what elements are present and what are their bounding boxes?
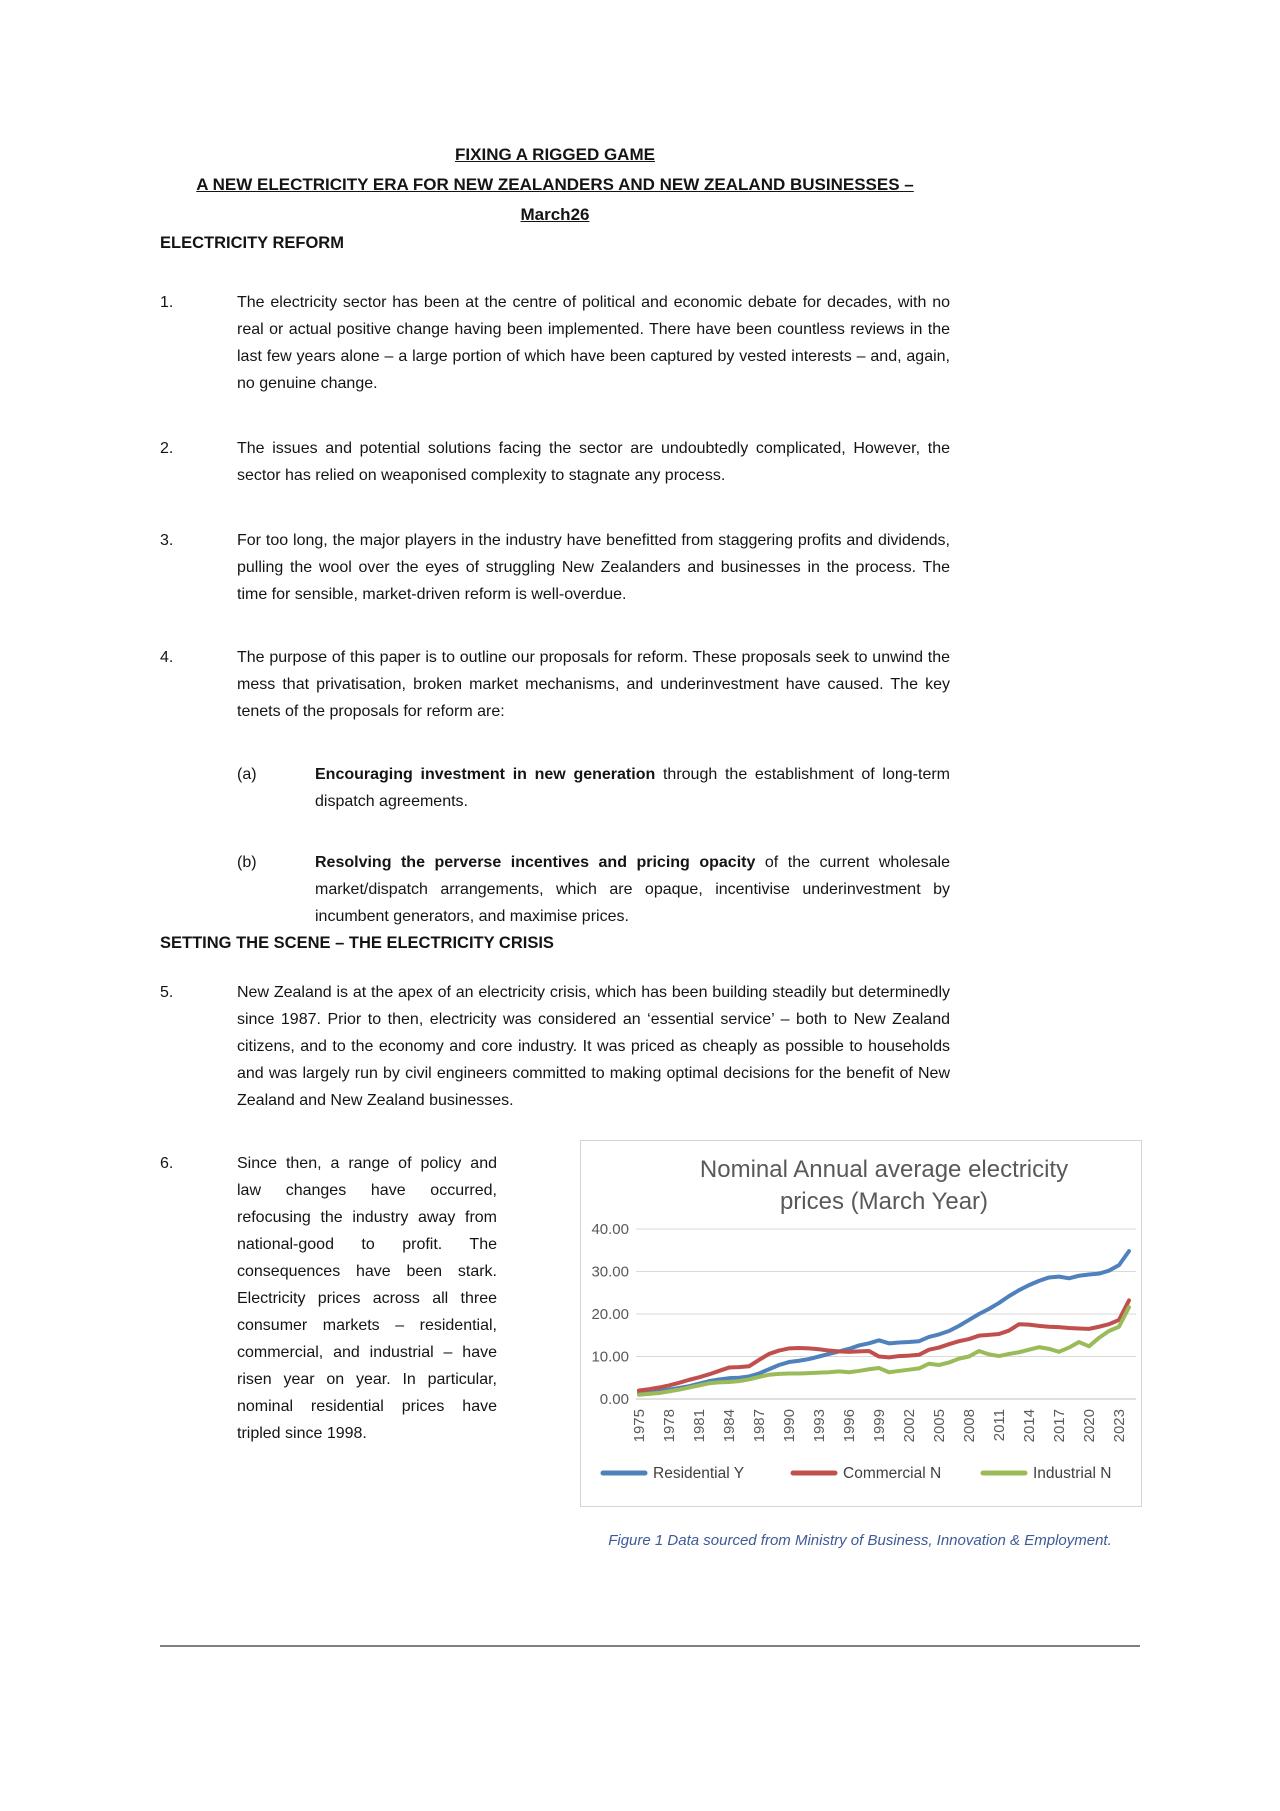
- svg-text:2020: 2020: [1081, 1409, 1098, 1443]
- figure1-caption: Figure 1 Data sourced from Ministry of Business, Innovation & Employment.: [608, 1532, 1112, 1549]
- svg-text:2023: 2023: [1111, 1409, 1128, 1443]
- paragraph-2: [160, 435, 950, 489]
- list-item-a: [237, 761, 950, 815]
- list-item-b: [237, 849, 950, 930]
- paragraph-3-text: For too long, the major players in the industry have benefitted from staggering profits and dividends, pulling the wool over the eyes of struggling New Zealanders and businesses in the process. The time for sensible, market-driven reform is well-overdue.: [237, 532, 950, 603]
- paragraph-6-number: 6.: [160, 1155, 174, 1172]
- svg-text:Industrial N: Industrial N: [1033, 1465, 1112, 1482]
- svg-text:2014: 2014: [1021, 1409, 1038, 1443]
- svg-text:30.00: 30.00: [591, 1263, 629, 1281]
- svg-text:Residential Y: Residential Y: [653, 1465, 745, 1482]
- paragraph-5-number: 5.: [160, 984, 174, 1001]
- section-heading-setting-the-scene: SETTING THE SCENE – THE ELECTRICITY CRISIS: [160, 934, 554, 952]
- svg-text:Nominal Annual average electri: Nominal Annual average electricity: [699, 1156, 1069, 1183]
- svg-text:1987: 1987: [751, 1409, 768, 1443]
- paragraph-2-number: 2.: [160, 440, 174, 457]
- svg-text:40.00: 40.00: [591, 1221, 629, 1238]
- document-title: FIXING A RIGGED GAME: [455, 145, 655, 164]
- document-subtitle: A NEW ELECTRICITY ERA FOR NEW ZEALANDERS AND NEW ZEALAND BUSINESSES – March26: [196, 175, 914, 224]
- svg-text:1993: 1993: [811, 1409, 828, 1443]
- svg-text:Commercial N: Commercial N: [843, 1465, 942, 1482]
- list-item-a-marker: (a): [237, 766, 257, 783]
- svg-text:1990: 1990: [781, 1409, 798, 1443]
- svg-text:2011: 2011: [991, 1409, 1008, 1442]
- svg-text:10.00: 10.00: [591, 1348, 629, 1366]
- list-item-b-marker: (b): [237, 854, 257, 871]
- svg-text:1996: 1996: [841, 1409, 858, 1443]
- paragraph-6-text: Since then, a range of policy and law changes have occurred, refocusing the industry away from national-good to profit. The consequences have been stark. Electricity prices across all three consumer markets – residential, commercial, and industrial – have risen year on year. In particular, nominal residential prices have tripled since 1998.: [237, 1155, 497, 1442]
- list-item-a-text: [315, 761, 950, 815]
- paragraph-4-number: 4.: [160, 649, 174, 666]
- paragraph-3-number: 3.: [160, 532, 174, 549]
- svg-text:prices (March Year): prices (March Year): [779, 1188, 989, 1215]
- section-heading-electricity-reform: ELECTRICITY REFORM: [160, 234, 344, 252]
- paragraph-5: [160, 979, 950, 1114]
- svg-text:2008: 2008: [961, 1409, 978, 1443]
- svg-text:2017: 2017: [1051, 1409, 1068, 1443]
- svg-text:1984: 1984: [721, 1409, 738, 1443]
- svg-text:1975: 1975: [631, 1409, 648, 1443]
- paragraph-6-row: [160, 1150, 1140, 1507]
- paragraph-4: [160, 644, 950, 725]
- list-item-b-text: [315, 849, 950, 930]
- paragraph-3: [160, 527, 950, 608]
- list-item-a-rest: through the establishment of long-term dispatch agreements.: [315, 766, 951, 810]
- paragraph-5-text: New Zealand is at the apex of an electricity crisis, which has been building steadily but determinedly since 1987. Prior to then, electricity was considered an ‘essential service’ – both to New Zealand citizens, and to the economy and core industry. It was priced as cheaply as possible to households and was largely run by civil engineers committed to making optimal decisions for the benefit of New Zealand and New Zealand businesses.: [237, 984, 950, 1109]
- figure1-chart: [580, 1140, 1142, 1507]
- paragraph-1-text: The electricity sector has been at the centre of political and economic debate for decades, with no real or actual positive change having been implemented. There have been countless reviews in the last few years alone – a large portion of which have been captured by vested interests – and, again, no genuine change.: [237, 294, 950, 392]
- document-title-block: [160, 140, 950, 230]
- footer-divider: [160, 1645, 1140, 1647]
- paragraph-2-text: The issues and potential solutions facing the sector are undoubtedly complicated, However, the sector has relied on weaponised complexity to stagnate any process.: [237, 440, 950, 484]
- svg-text:2005: 2005: [931, 1409, 948, 1443]
- paragraph-1: [160, 289, 950, 397]
- svg-text:1981: 1981: [691, 1409, 708, 1443]
- list-item-a-bold-lead: Encouraging investment in new generation: [315, 766, 656, 783]
- svg-text:1978: 1978: [661, 1409, 678, 1443]
- svg-text:1999: 1999: [871, 1409, 888, 1443]
- electricity-prices-line-chart: [581, 1141, 1141, 1506]
- paragraph-1-number: 1.: [160, 294, 174, 311]
- list-item-b-rest: of the current wholesale market/dispatch arrangements, which are opaque, incentivise underinvestment by incumbent generators, and maximise prices.: [315, 854, 951, 925]
- paragraph-4-text: The purpose of this paper is to outline our proposals for reform. These proposals seek to unwind the mess that privatisation, broken market mechanisms, and underinvestment have caused. The key tenets of the proposals for reform are:: [237, 649, 950, 720]
- svg-text:2002: 2002: [901, 1409, 918, 1443]
- svg-text:20.00: 20.00: [591, 1306, 629, 1323]
- list-item-b-bold-lead: Resolving the perverse incentives and pricing opacity: [315, 854, 756, 871]
- svg-text:0.00: 0.00: [599, 1391, 629, 1408]
